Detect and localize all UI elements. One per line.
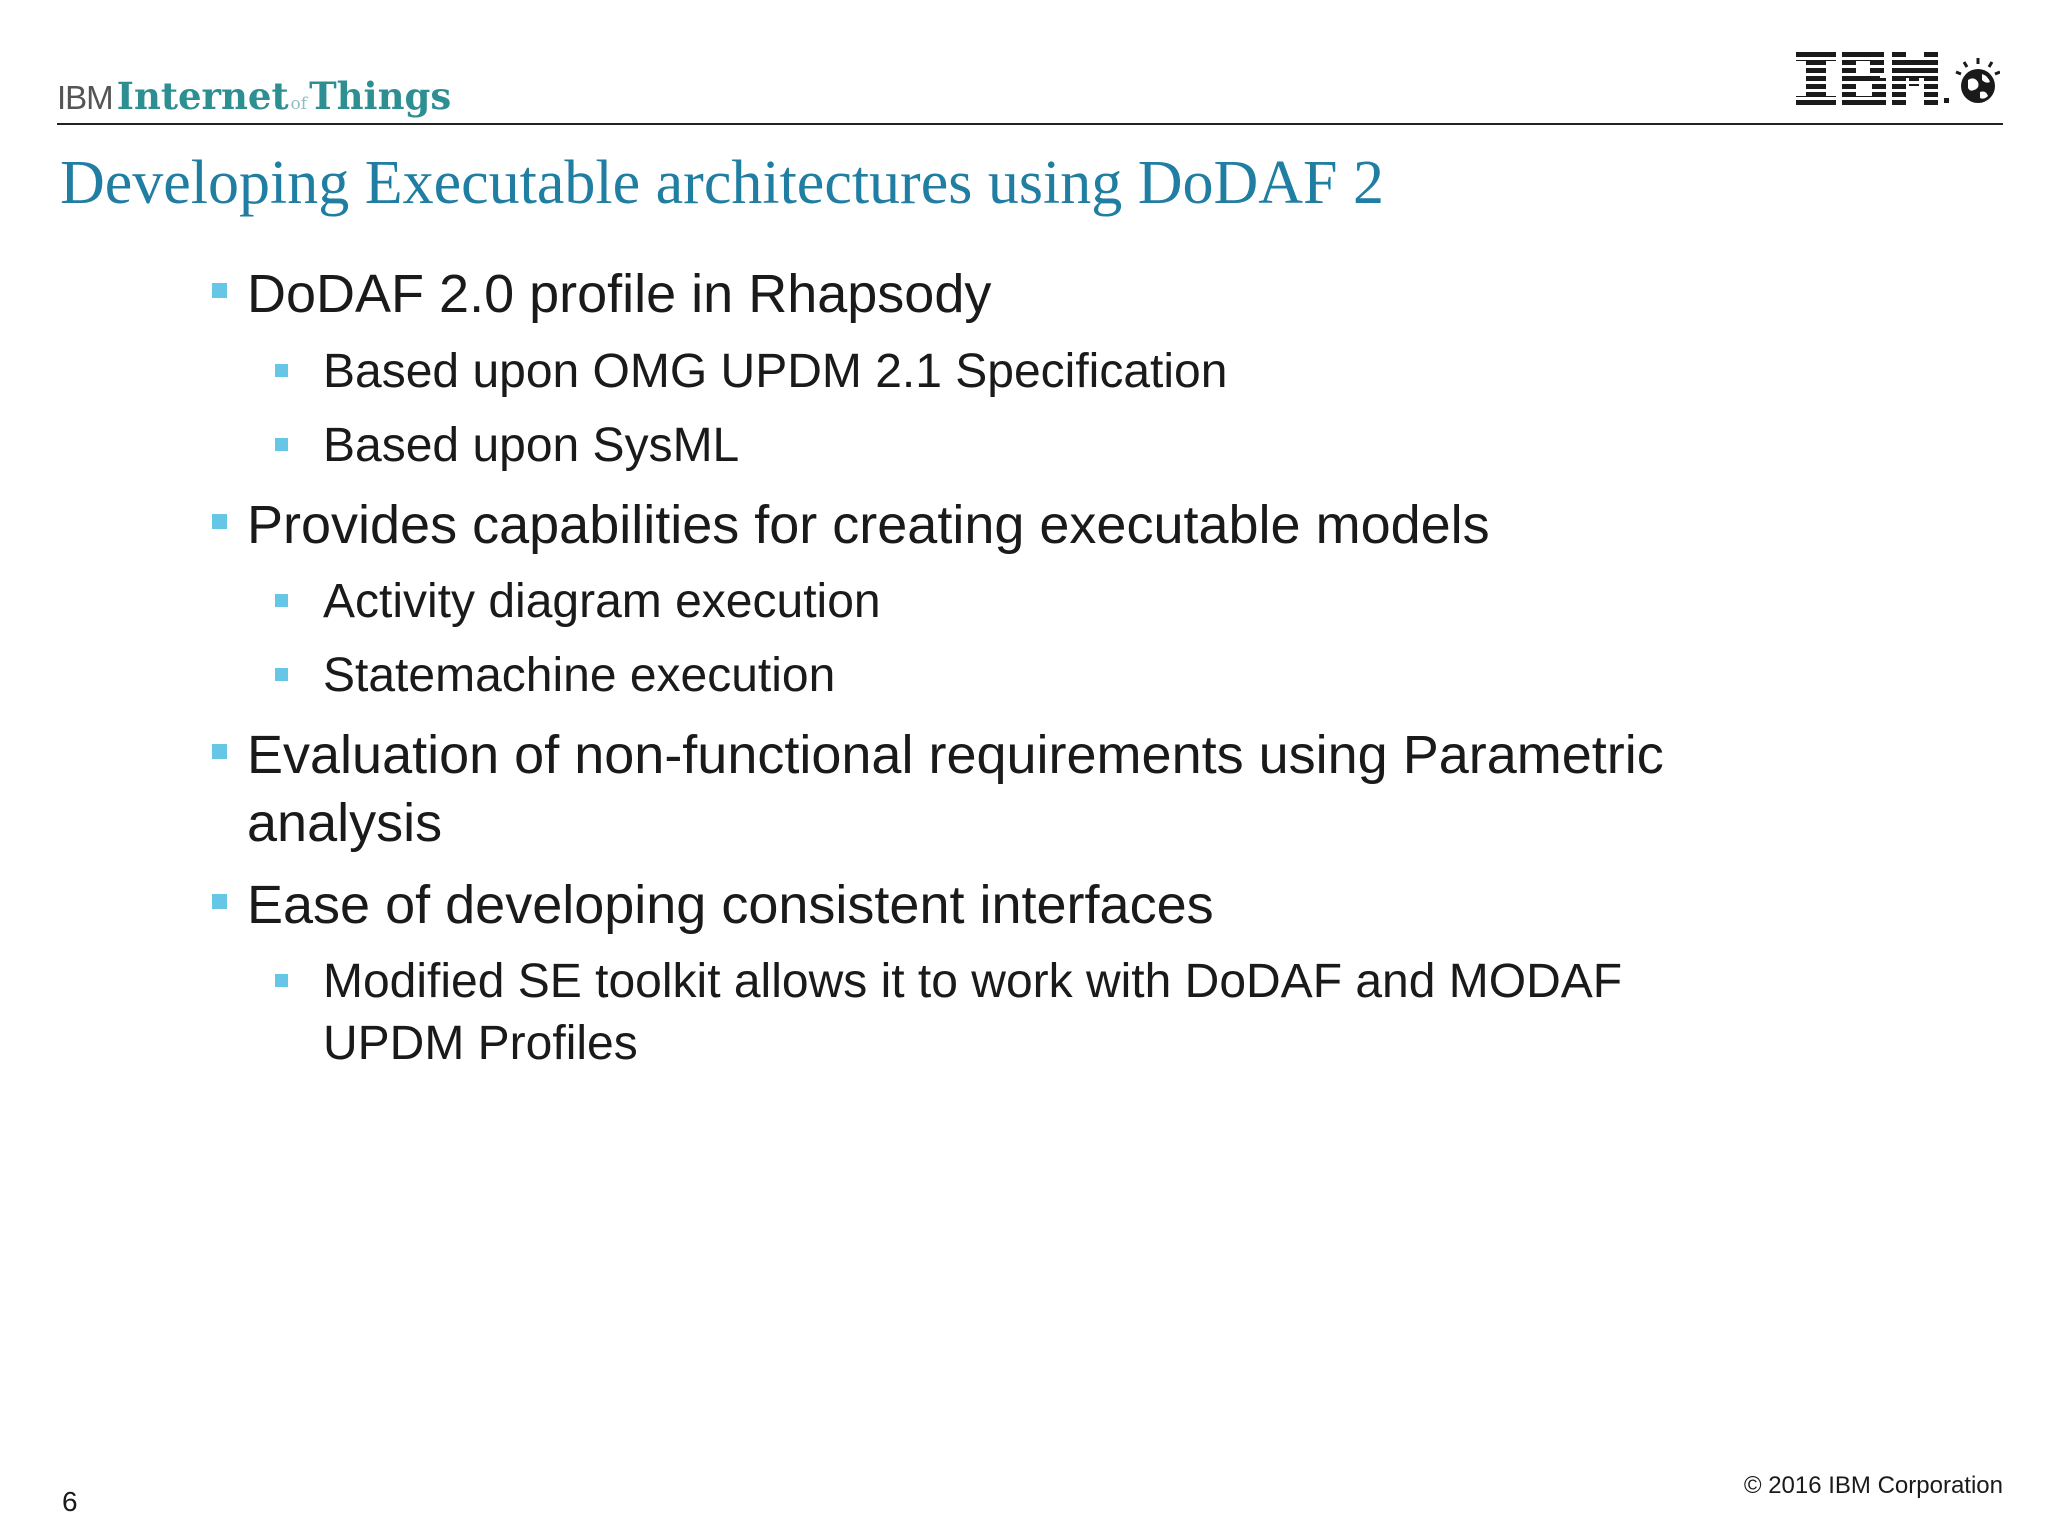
page-number: 6 [62, 1486, 78, 1517]
brand-internet: Internet [116, 74, 289, 118]
sub-bullet-marker [275, 974, 288, 987]
bullet-text: Ease of developing consistent interfaces [247, 875, 1214, 935]
globe-icon [1956, 58, 2000, 103]
sub-bullet-text: Based upon OMG UPDM 2.1 Specification [323, 345, 1228, 398]
slide-title: Developing Executable architectures using DoDAF 2 [60, 149, 1385, 217]
sub-bullet-text: Based upon SysML [323, 419, 740, 472]
bullet-marker [212, 894, 227, 909]
sub-bullet-text: Activity diagram execution [323, 575, 881, 628]
copyright-notice: © 2016 IBM Corporation [1743, 1472, 2003, 1499]
bullet-marker [212, 744, 227, 759]
brand-of: of [290, 94, 308, 114]
brand-things: Things [309, 74, 452, 118]
sub-bullet-marker [275, 594, 288, 607]
sub-bullet-marker [275, 668, 288, 681]
bullet-marker [212, 283, 227, 298]
bullet-marker [212, 514, 227, 529]
bullet-text-continued: analysis [247, 793, 443, 853]
sub-bullet-marker [275, 438, 288, 451]
sub-bullet-text-continued: UPDM Profiles [323, 1017, 638, 1070]
iot-brand-logo [57, 74, 451, 120]
sub-bullet-text: Modified SE toolkit allows it to work with DoDAF and MODAF [323, 955, 1623, 1008]
header-divider [57, 123, 2003, 125]
sub-bullet-marker [275, 364, 288, 377]
bullet-text: Provides capabilities for creating executable models [247, 495, 1490, 555]
bullet-text: DoDAF 2.0 profile in Rhapsody [247, 264, 992, 324]
ibm-logo [1794, 52, 2000, 110]
bullet-text: Evaluation of non-functional requirements using Parametric [247, 725, 1664, 785]
brand-ibm-prefix: IBM [57, 79, 113, 116]
sub-bullet-text: Statemachine execution [323, 649, 836, 702]
